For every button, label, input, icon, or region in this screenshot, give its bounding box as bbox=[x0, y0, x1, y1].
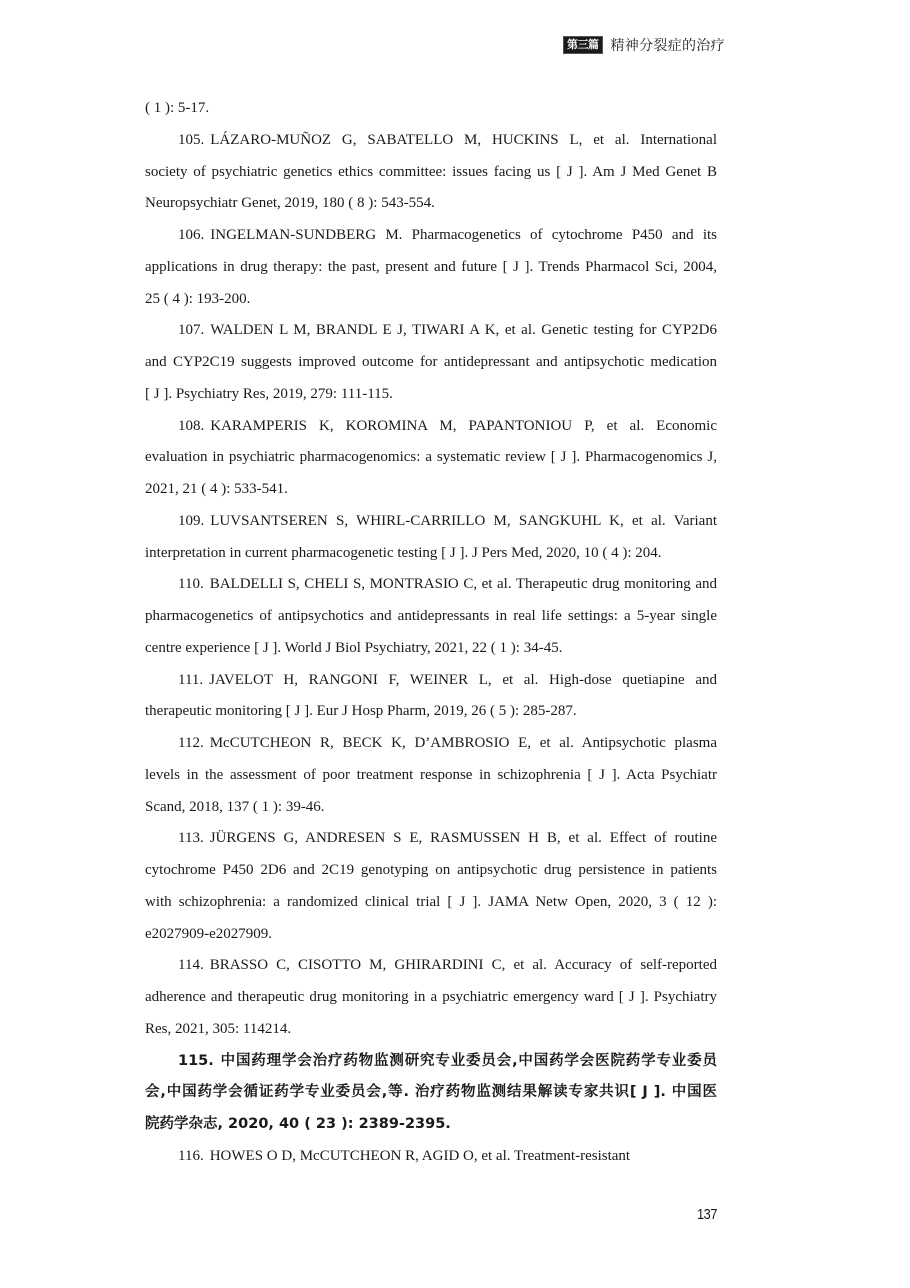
reference-entry bbox=[145, 569, 717, 664]
reference-line: Neuropsychiatr Genet, 2019, 180 ( 8 ): 543-554. bbox=[145, 195, 435, 212]
reference-entry bbox=[145, 950, 717, 1045]
reference-line: levels in the assessment of poor treatment response in schizophrenia [ J ]. Acta Psychiatr bbox=[145, 766, 717, 783]
reference-list bbox=[145, 93, 717, 1173]
reference-first-line bbox=[145, 728, 717, 760]
reference-line: 2021, 21 ( 4 ): 533-541. bbox=[145, 481, 288, 497]
reference-number: 106. bbox=[178, 227, 205, 243]
reference-text: JÜRGENS G, ANDRESEN S E, RASMUSSEN H B, et al. Effect of routine bbox=[209, 830, 717, 847]
reference-number: 107. bbox=[178, 322, 205, 339]
reference-text: LUVSANTSEREN S, WHIRL-CARRILLO M, SANGKUHL K, et al. Variant bbox=[210, 512, 717, 529]
reference-text: JAVELOT H, RANGONI F, WEINER L, et al. High-dose quetiapine and bbox=[209, 671, 717, 688]
reference-line: with schizophrenia: a randomized clinical trial [ J ]. JAMA Netw Open, 2020, 3 ( 12 ): bbox=[145, 893, 717, 910]
reference-first-line bbox=[145, 823, 717, 855]
reference-entry bbox=[145, 506, 717, 570]
reference-first-line bbox=[145, 569, 717, 601]
reference-entry bbox=[145, 728, 717, 823]
reference-number: 105. bbox=[178, 131, 205, 148]
reference-entry bbox=[145, 411, 717, 506]
reference-line: Res, 2021, 305: 114214. bbox=[145, 1020, 292, 1037]
reference-entry bbox=[145, 665, 717, 729]
reference-line: therapeutic monitoring [ J ]. Eur J Hosp Pharm, 2019, 26 ( 5 ): 285-287. bbox=[145, 703, 577, 720]
reference-text: KARAMPERIS K, KOROMINA M, PAPANTONIOU P, et al. Economic bbox=[210, 417, 717, 434]
references-container bbox=[145, 125, 717, 1173]
reference-first-line bbox=[145, 1046, 717, 1078]
reference-line: centre experience [ J ]. World J Biol Psychiatry, 2021, 22 ( 1 ): 34-45. bbox=[145, 639, 563, 656]
reference-line: society of psychiatric genetics ethics committee: issues facing us [ J ]. Am J Med Genet B bbox=[145, 163, 717, 180]
reference-text: INGELMAN-SUNDBERG M. Pharmacogenetics of cytochrome P450 and its bbox=[210, 227, 717, 243]
running-header bbox=[563, 36, 725, 54]
reference-entry bbox=[145, 315, 717, 410]
reference-line: adherence and therapeutic drug monitoring in a psychiatric emergency ward [ J ]. Psychiatry bbox=[145, 989, 717, 1005]
reference-line: applications in drug therapy: the past, present and future [ J ]. Trends Pharmacol Sci, 2004, bbox=[145, 258, 717, 275]
reference-number: 115. bbox=[178, 1052, 214, 1069]
reference-line: 25 ( 4 ): 193-200. bbox=[145, 290, 251, 307]
reference-line: 会,中国药学会循证药学专业委员会,等. 治疗药物监测结果解读专家共识[ J ]. 中国医 bbox=[145, 1084, 717, 1101]
continuation-line: ( 1 ): 5-17. bbox=[145, 100, 210, 116]
reference-text: McCUTCHEON R, BECK K, D’AMBROSIO E, et al. Antipsychotic plasma bbox=[209, 735, 717, 751]
reference-number: 108. bbox=[178, 417, 205, 434]
reference-line: e2027909-e2027909. bbox=[145, 925, 273, 942]
reference-line: Scand, 2018, 137 ( 1 ): 39-46. bbox=[145, 798, 325, 815]
chapter-badge: 第三篇 bbox=[563, 36, 603, 54]
reference-text: 中国药理学会治疗药物监测研究专业委员会,中国药学会医院药学专业委员 bbox=[219, 1052, 717, 1069]
reference-first-line bbox=[145, 506, 717, 538]
reference-line: interpretation in current pharmacogenetic testing [ J ]. J Pers Med, 2020, 10 ( 4 ): 204. bbox=[145, 544, 662, 561]
reference-first-line bbox=[145, 665, 717, 697]
reference-first-line bbox=[145, 125, 717, 157]
reference-entry bbox=[145, 220, 717, 315]
reference-first-line bbox=[145, 411, 717, 443]
reference-number: 109. bbox=[178, 512, 205, 529]
reference-entry bbox=[145, 125, 717, 220]
reference-first-line bbox=[145, 315, 717, 347]
reference-line: evaluation in psychiatric pharmacogenomics: a systematic review [ J ]. Pharmacogenomics J, bbox=[145, 449, 717, 466]
reference-number: 111. bbox=[178, 671, 204, 688]
page-number: 137 bbox=[697, 1206, 718, 1223]
reference-line: cytochrome P450 2D6 and 2C19 genotyping on antipsychotic drug persistence in patients bbox=[145, 862, 717, 878]
reference-line: 院药学杂志, 2020, 40 ( 23 ): 2389-2395. bbox=[145, 1116, 451, 1132]
reference-line: pharmacogenetics of antipsychotics and antidepressants in real life settings: a 5-year single bbox=[145, 608, 717, 624]
reference-text: BALDELLI S, CHELI S, MONTRASIO C, et al. Therapeutic drug monitoring and bbox=[209, 576, 717, 593]
reference-number: 113. bbox=[178, 830, 204, 847]
reference-text: BRASSO C, CISOTTO M, GHIRARDINI C, et al. Accuracy of self-reported bbox=[209, 957, 717, 974]
reference-text: WALDEN L M, BRANDL E J, TIWARI A K, et al. Genetic testing for CYP2D6 bbox=[210, 322, 717, 339]
reference-first-line bbox=[145, 1141, 717, 1173]
reference-entry bbox=[145, 1046, 717, 1141]
reference-number: 112. bbox=[178, 735, 204, 751]
reference-entry bbox=[145, 1141, 717, 1173]
reference-number: 116. bbox=[178, 1147, 204, 1164]
reference-number: 114. bbox=[178, 957, 204, 974]
reference-entry bbox=[145, 823, 717, 950]
reference-first-line bbox=[145, 220, 717, 252]
reference-line: [ J ]. Psychiatry Res, 2019, 279: 111-115. bbox=[145, 385, 393, 402]
reference-text: LÁZARO-MUÑOZ G, SABATELLO M, HUCKINS L, et al. International bbox=[210, 131, 717, 148]
reference-first-line bbox=[145, 950, 717, 982]
reference-number: 110. bbox=[178, 576, 204, 593]
reference-line: and CYP2C19 suggests improved outcome for antidepressant and antipsychotic medication bbox=[145, 354, 717, 370]
reference-text: HOWES O D, McCUTCHEON R, AGID O, et al. Treatment-resistant bbox=[209, 1147, 631, 1164]
chapter-title: 精神分裂症的治疗 bbox=[610, 38, 725, 54]
